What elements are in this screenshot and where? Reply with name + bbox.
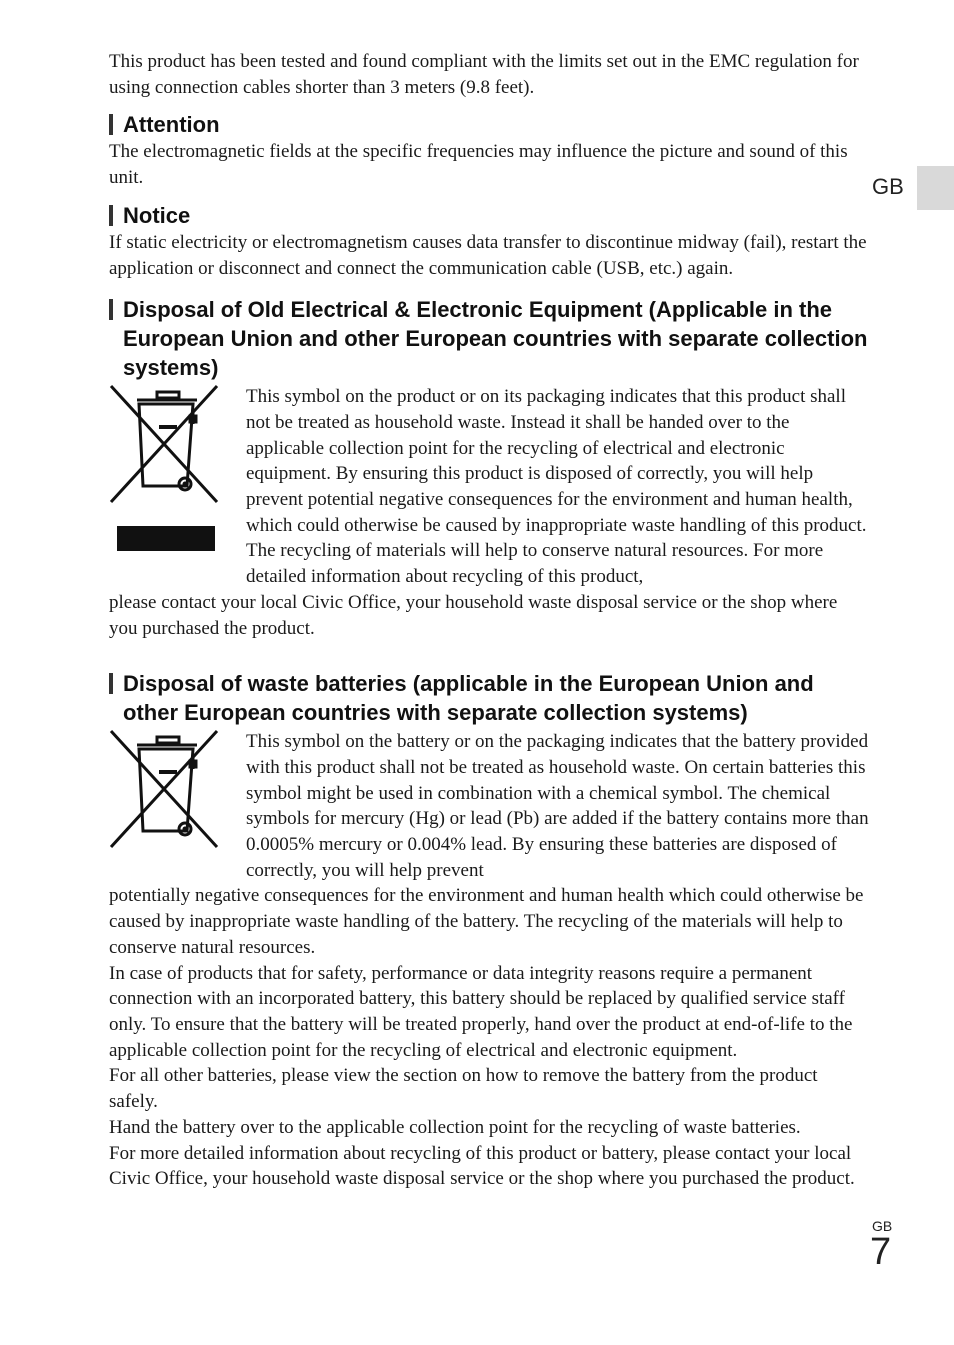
- notice-heading: [109, 201, 869, 230]
- page-content: [109, 49, 869, 1192]
- heading-bar: [109, 299, 113, 320]
- heading-bar: [109, 673, 113, 694]
- attention-heading-text: Attention: [123, 112, 220, 138]
- battery-continued-text: potentially negative consequences for the environment and human health which could otherwise be caused by inappropriate waste handling of the battery. The recycling of the materials will help to conserve natural resources.: [109, 885, 864, 958]
- disposal-continued-text: please contact your local Civic Office, your household waste disposal service or the shop where you purchased the product.: [109, 591, 838, 639]
- battery-heading-text: Disposal of waste batteries (applicable in the European Union and other European countries with separate collection systems): [123, 671, 814, 726]
- weee-figure: [109, 384, 246, 590]
- language-tab-label: GB: [872, 174, 904, 199]
- battery-figure: [109, 729, 246, 883]
- battery-paragraph-2: In case of products that for safety, performance or data integrity reasons require a permanent connection with an incorporated battery, this battery should be replaced by qualified service staff only. To ensure that the battery will be treated properly, hand over the product at end-of-life to the applicable collection point for the recycling of electrical and electronic equipment.: [109, 962, 853, 1061]
- intro-paragraph: This product has been tested and found compliant with the limits set out in the EMC regulation for using connection cables shorter than 3 meters (9.8 feet).: [109, 51, 859, 98]
- footer-language: GB: [872, 1218, 893, 1234]
- attention-heading: [109, 110, 869, 139]
- battery-paragraph-5: For more detailed information about recycling of this product or battery, please contact your local Civic Office, your household waste disposal service or the shop where you purchased the product.: [109, 1142, 855, 1190]
- page-number: 7: [870, 1231, 892, 1273]
- disposal-heading: [109, 295, 869, 382]
- crossed-out-wheelie-bin-icon: [109, 384, 221, 506]
- heading-bar: [109, 205, 113, 226]
- battery-paragraph-4: Hand the battery over to the applicable collection point for the recycling of waste batteries.: [109, 1116, 801, 1138]
- battery-paragraph-3: For all other batteries, please view the section on how to remove the battery from the product safely.: [109, 1065, 818, 1113]
- notice-body: If static electricity or electromagnetism causes data transfer to discontinue midway (fail), restart the application or disconnect and connect the communication cable (USB, etc.) again.: [109, 231, 867, 279]
- battery-heading: [109, 669, 869, 727]
- language-tab: [917, 166, 954, 210]
- notice-heading-text: Notice: [123, 202, 191, 228]
- black-bar-mark: [117, 526, 215, 551]
- heading-bar: [109, 114, 113, 135]
- disposal-wrapped-text: This symbol on the product or on its packaging indicates that this product shall not be treated as household waste. Instead it shall be handed over to the applicable collection point for the recycling of electrical and electronic equipment. By ensuring this product is disposed of correctly, you will help prevent potential negative consequences for the environment and human health, which could otherwise be caused by inappropriate waste handling of this product. The recycling of materials will help to conserve natural resources. For more detailed information about recycling of this product,: [246, 386, 867, 588]
- attention-body: The electromagnetic fields at the specific frequencies may influence the picture and sound of this unit.: [109, 141, 848, 189]
- battery-row: [109, 729, 869, 883]
- crossed-out-wheelie-bin-icon: [109, 729, 221, 851]
- disposal-row: [109, 384, 869, 590]
- battery-wrapped-text: This symbol on the battery or on the packaging indicates that the battery provided with this product shall not be treated as household waste. On certain batteries this symbol might be used in combination with a chemical symbol. The chemical symbols for mercury (Hg) or lead (Pb) are added if the battery contains more than 0.0005% mercury or 0.004% lead. By ensuring these batteries are disposed of correctly, you will help prevent: [246, 731, 869, 881]
- disposal-heading-text: Disposal of Old Electrical & Electronic Equipment (Applicable in the European Union and other European countries with separate collection systems): [123, 297, 868, 381]
